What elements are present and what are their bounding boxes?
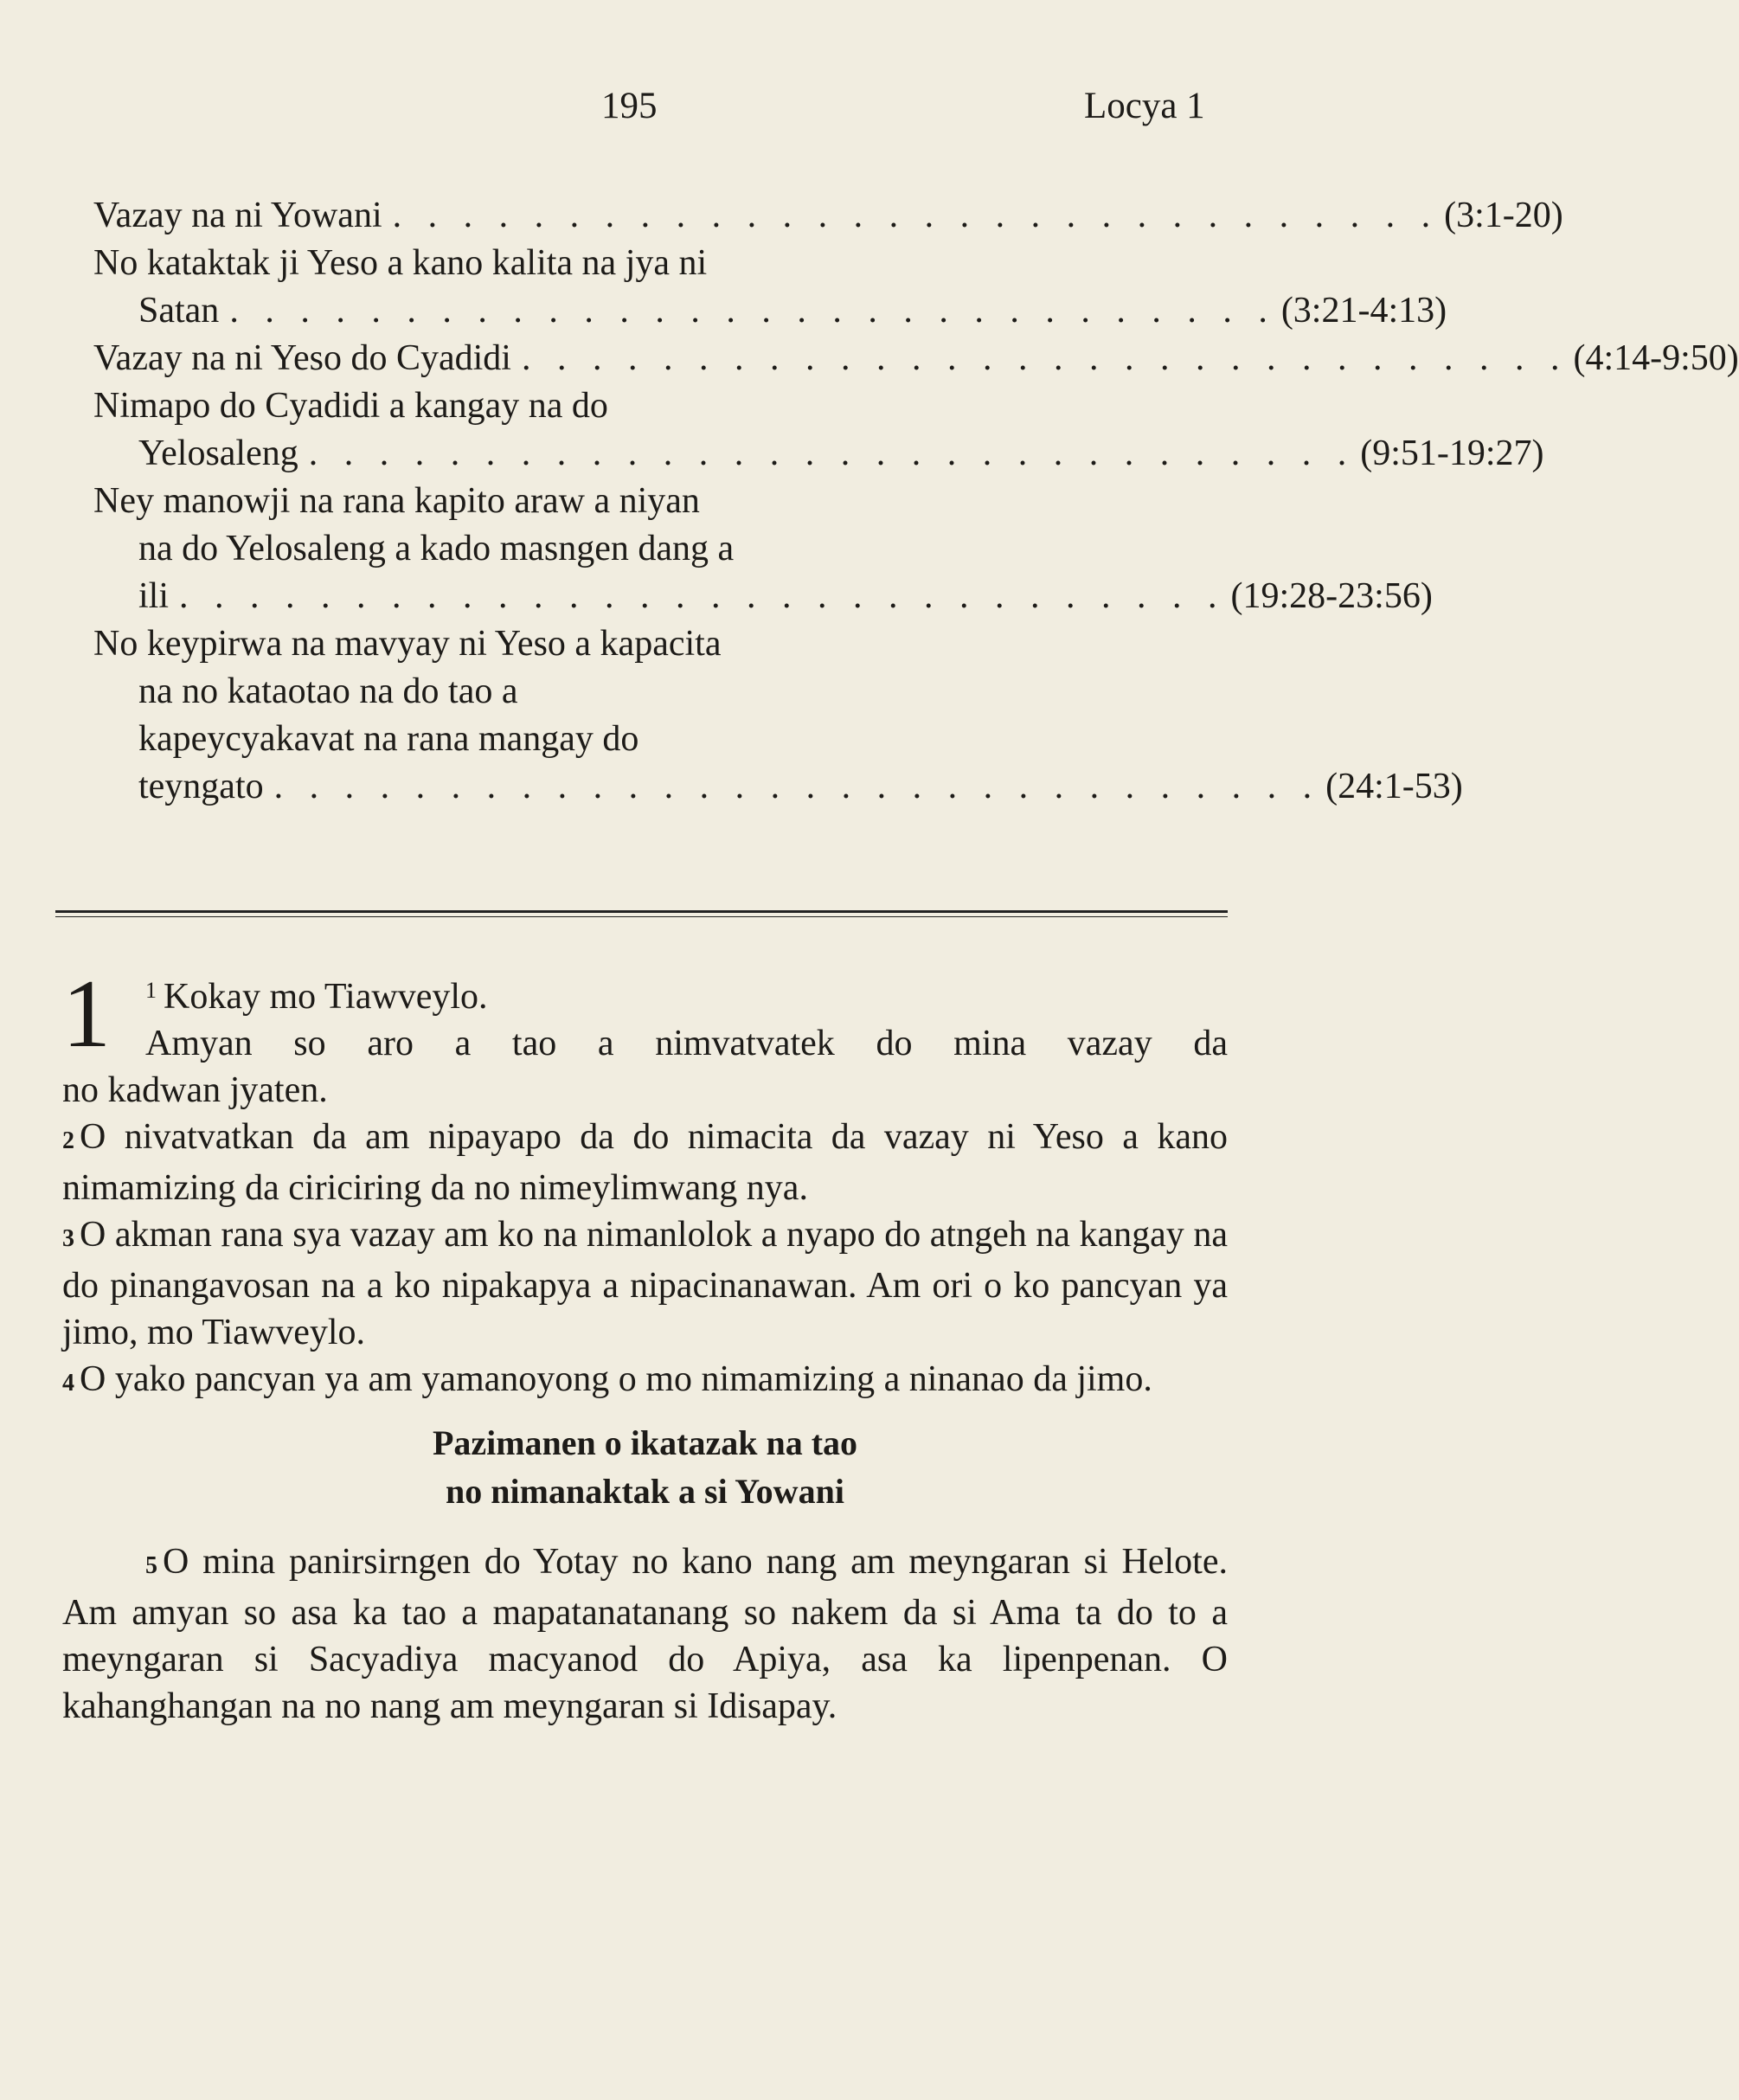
outline-entry-title-cont: teyngato <box>138 767 264 806</box>
verse-paragraph <box>62 1114 1228 1211</box>
dot-leaders: . . . . . . . . . . . . . . . . . . . . . . . . . . . . . . <box>179 576 1226 616</box>
verse-1-line <box>145 967 1228 1020</box>
dot-leaders: . . . . . . . . . . . . . . . . . . . . . . . . . . . . . . <box>273 767 1321 806</box>
section-heading-line: no nimanaktak a si Yowani <box>446 1472 844 1511</box>
section-heading <box>62 1419 1228 1516</box>
book-outline <box>93 192 1739 811</box>
running-header <box>0 85 1402 137</box>
verse-number: 5 <box>145 1552 157 1579</box>
section-heading-line: Pazimanen o ikatazak na tao <box>432 1423 858 1462</box>
outline-entry-reference: (24:1-53) <box>1325 767 1463 806</box>
verse-number: 3 <box>62 1225 74 1252</box>
verse-number: 2 <box>62 1127 74 1154</box>
verse-text: O nivatvatkan da am nipayapo da do nimacita da vazay ni Yeso a kano nimamizing da ciriciring da no nimeylimwang nya. <box>62 1117 1228 1208</box>
outline-entry-title-cont: kapeycyakavat na rana mangay do <box>138 719 639 759</box>
outline-entry <box>93 335 1739 382</box>
scripture-text <box>62 960 1228 1730</box>
outline-entry-title-cont: na no kataotao na do tao a <box>138 671 518 711</box>
book-name: Locya 1 <box>1084 86 1205 126</box>
chapter-number: 1 <box>62 960 111 1068</box>
section-divider-thick <box>55 910 1228 913</box>
outline-entry-title: No keypirwa na mavyay ni Yeso a kapacita <box>93 624 722 664</box>
outline-entry-title-cont: na do Yelosaleng a kado masngen dang a <box>138 529 735 568</box>
outline-entry <box>93 478 1433 620</box>
dot-leaders: . . . . . . . . . . . . . . . . . . . . . . . . . . . . . . <box>392 196 1440 235</box>
verse-paragraph <box>62 1538 1228 1730</box>
dot-leaders: . . . . . . . . . . . . . . . . . . . . . . . . . . . . . . <box>308 433 1356 473</box>
dot-leaders: . . . . . . . . . . . . . . . . . . . . . . . . . . . . . . <box>229 291 1276 331</box>
verse-1-line: Amyan so aro a tao a nimvatvatek do mina vazay da <box>145 1024 1228 1063</box>
verse-paragraph <box>62 1356 1228 1407</box>
verse-text: O mina panirsirngen do Yotay no kano nang am meyngaran si Helote. Am amyan so asa ka tao a mapatanatanang so nakem da si Ama ta do to a meyngaran si Sacyadiya macyanod do Apiya, asa ka lipenpenan. O kahanghangan na no nang am meyngaran si Idisapay. <box>62 1542 1228 1726</box>
outline-entry-title-cont: Satan <box>138 291 220 331</box>
outline-entry <box>93 382 1544 478</box>
verse-1-text: Kokay mo Tiawveylo. <box>164 977 488 1017</box>
outline-entry <box>93 240 1447 335</box>
verse-text: O yako pancyan ya am yamanoyong o mo nimamizing a ninanao da jimo. <box>80 1359 1152 1399</box>
verse-number: 1 <box>145 978 157 1003</box>
verse-text: O akman rana sya vazay am ko na nimanlolok a nyapo do atngeh na kangay na do pinangavosan na a ko nipakapya a nipacinanawan. Am ori o ko pancyan ya jimo, mo Tiawveylo. <box>62 1215 1228 1352</box>
outline-entry-title: Vazay na ni Yowani <box>93 196 382 235</box>
dot-leaders: . . . . . . . . . . . . . . . . . . . . . . . . . . . . . . <box>521 338 1569 378</box>
outline-entry-reference: (9:51-19:27) <box>1360 433 1544 473</box>
chapter-block <box>62 960 1228 1114</box>
outline-entry-title: Vazay na ni Yeso do Cyadidi <box>93 338 511 378</box>
outline-entry <box>93 192 1563 240</box>
outline-entry-title-cont: ili <box>138 576 170 616</box>
outline-entry-title: No kataktak ji Yeso a kano kalita na jya ni <box>93 243 708 283</box>
verse-1-line: no kadwan jyaten. <box>62 1070 328 1110</box>
outline-entry-reference: (4:14-9:50) <box>1573 338 1739 378</box>
outline-entry-title: Nimapo do Cyadidi a kangay na do <box>93 386 608 426</box>
verse-paragraph <box>62 1211 1228 1356</box>
outline-entry-reference: (3:1-20) <box>1444 196 1563 235</box>
outline-entry-reference: (19:28-23:56) <box>1230 576 1433 616</box>
section-divider-thin <box>55 916 1228 917</box>
outline-entry-reference: (3:21-4:13) <box>1280 291 1447 331</box>
verse-number: 4 <box>62 1370 74 1397</box>
outline-entry-title: Ney manowji na rana kapito araw a niyan <box>93 481 700 521</box>
page-number: 195 <box>601 86 658 126</box>
outline-entry-title-cont: Yelosaleng <box>138 433 298 473</box>
outline-entry <box>93 620 1463 811</box>
